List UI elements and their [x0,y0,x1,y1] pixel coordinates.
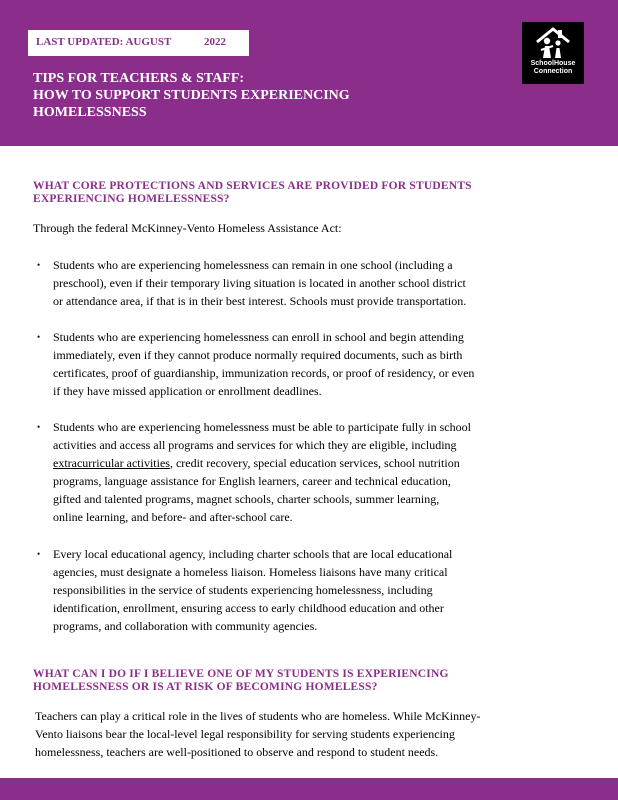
protections-list [33,328,593,400]
bullet-line: or attendance area, if that is in their best interest. Schools must provide transportation. [53,294,467,308]
bullet-line: activities and access all programs and services for which they are eligible, including [53,438,457,452]
bullet-line: preschool), even if their temporary living situation is located in another school district [53,276,466,290]
house-people-icon [533,26,573,60]
title-line: HOMELESSNESS [33,105,147,120]
heading-line: WHAT CORE PROTECTIONS AND SERVICES ARE PROVIDED FOR STUDENTS [33,180,472,192]
last-updated-box [28,30,249,56]
bullet-line: programs, language assistance for English learners, career and technical education, [53,474,451,488]
page-title [33,70,453,121]
list-item [33,328,593,400]
bullet-line: immediately, even if they cannot produce normally required documents, such as birth [53,348,463,362]
bullet-line: certificates, proof of guardianship, immunization records, or proof of residency, or even [53,366,475,380]
title-line: HOW TO SUPPORT STUDENTS EXPERIENCING [33,88,350,103]
heading-line: HOMELESSNESS OR IS AT RISK OF BECOMING HOMELESS? [33,681,378,693]
list-item [33,545,593,635]
list-item [33,418,593,526]
logo-text-line: SchoolHouse [530,60,576,67]
logo-text [524,60,582,76]
bullet-line: • Every local educational agency, including charter schools that are local educational [53,547,453,561]
extracurricular-activities-link[interactable]: extracurricular activities [53,456,170,470]
protections-list [33,418,593,526]
protections-list [33,256,593,310]
bullet-line: online learning, and before- and after-school care. [53,510,293,524]
section-heading-core-protections [33,180,472,206]
bullet-line: identification, enrollment, ensuring access to early childhood education and other [53,601,444,615]
title-line: TIPS FOR TEACHERS & STAFF: [33,71,245,86]
teachers-paragraph [35,707,480,761]
bullet-line: agencies, must designate a homeless liaison. Homeless liaisons have many critical [53,565,448,579]
header-banner [0,0,618,146]
protections-list [33,545,593,635]
bullet-line: gifted and talented programs, magnet schools, charter schools, summer learning, [53,492,440,506]
last-updated-year: 2022 [204,36,226,48]
paragraph-line: Teachers can play a critical role in the lives of students who are homeless. While McKinney- [35,709,481,723]
last-updated-label: LAST UPDATED: AUGUST [36,36,172,48]
list-item [33,256,593,310]
bullet-line: responsibilities in the service of students experiencing homelessness, including [53,583,433,597]
section-heading-what-can-i-do [33,668,449,694]
bullet-line: • Students who are experiencing homelessness can enroll in school and begin attending [53,330,464,344]
paragraph-line: homelessness, teachers are well-positioned to observe and respond to student needs. [35,745,439,759]
bullet-line-rest: , credit recovery, special education services, school nutrition [169,456,460,470]
bullet-line [53,454,593,472]
schoolhouse-connection-logo [522,22,584,84]
bullet-line: if they have missed application or enrollment deadlines. [53,384,322,398]
bullet-line: • Students who are experiencing homelessness must be able to participate fully in school [53,420,471,434]
bullet-line: • Students who are experiencing homelessness can remain in one school (including a [53,258,453,272]
intro-text: Through the federal McKinney-Vento Homeless Assistance Act: [33,221,342,235]
heading-line: WHAT CAN I DO IF I BELIEVE ONE OF MY STUDENTS IS EXPERIENCING [33,668,449,680]
logo-text-line: Connection [533,68,573,75]
paragraph-line: Vento liaisons bear the local-level legal responsibility for serving students experiencing [35,727,455,741]
bullet-line: programs, and collaboration with community agencies. [53,619,318,633]
heading-line: EXPERIENCING HOMELESSNESS? [33,193,230,205]
footer-bar [0,778,618,800]
